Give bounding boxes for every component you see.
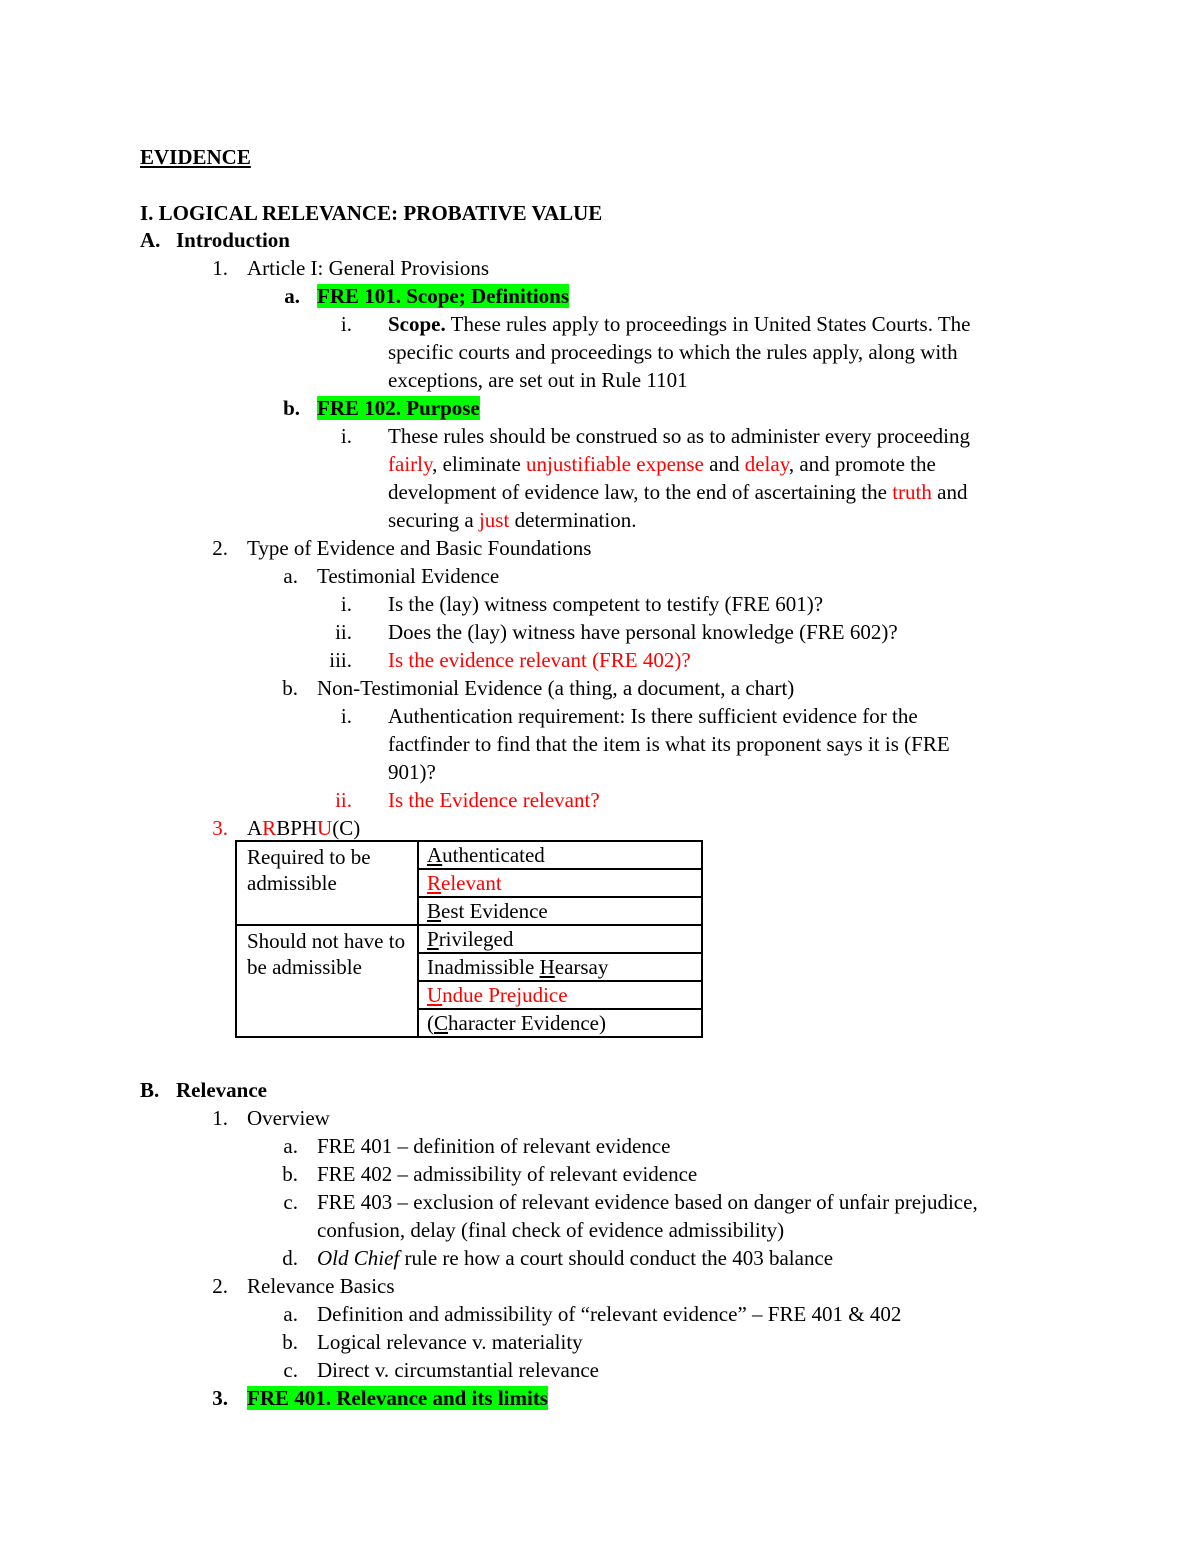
arbphuc-table [235,840,703,1038]
table-row [236,841,702,869]
subsection-b-label: B. [140,1078,160,1102]
list-number: 2. [212,1274,228,1298]
list-letter: b. [283,396,300,420]
list-item-text: Relevance Basics [247,1274,395,1298]
table-group-label: Should not have to be admissible [236,925,418,1037]
list-letter: a. [283,564,298,588]
table-cell: Privileged [418,925,702,953]
list-number: 2. [212,536,228,560]
list-item-text: securing a just determination. [388,508,637,532]
list-letter: c. [283,1190,298,1214]
list-letter: a. [283,1302,298,1326]
list-letter: d. [282,1246,298,1270]
subsection-a-label: A. [140,228,161,252]
list-letter: b. [282,676,298,700]
rule-heading-fre-102: FRE 102. Purpose [317,396,480,420]
document-title: EVIDENCE [140,145,251,169]
subsection-b-title: Relevance [176,1078,267,1102]
list-item-text: Is the (lay) witness competent to testify (FRE 601)? [388,592,824,616]
list-item-text: FRE 401 – definition of relevant evidence [317,1134,671,1158]
list-item-text: Is the Evidence relevant? [388,788,600,812]
list-item-text: Direct v. circumstantial relevance [317,1358,599,1382]
list-item-text: Old Chief rule re how a court should conduct the 403 balance [317,1246,834,1270]
list-item-text: Non-Testimonial Evidence (a thing, a document, a chart) [317,676,795,700]
list-item-text: fairly, eliminate unjustifiable expense and delay, and promote the [388,452,936,476]
list-item-text: FRE 403 – exclusion of relevant evidence based on danger of unfair prejudice, [317,1190,978,1214]
subsection-a-title: Introduction [176,228,290,252]
table-cell: Inadmissible Hearsay [418,953,702,981]
list-item-text: Is the evidence relevant (FRE 402)? [388,648,691,672]
list-roman: i. [340,424,352,448]
list-roman: ii. [335,788,352,812]
list-item-text: Authentication requirement: Is there sufficient evidence for the [388,704,918,728]
list-item-text: Logical relevance v. materiality [317,1330,583,1354]
acronym-arbphuc: ARBPHU(C) [247,816,361,840]
list-roman: i. [340,592,352,616]
list-item-text: Type of Evidence and Basic Foundations [247,536,592,560]
list-item-text: Does the (lay) witness have personal knowledge (FRE 602)? [388,620,898,644]
list-item-text: development of evidence law, to the end of ascertaining the truth and [388,480,968,504]
table-cell: Best Evidence [418,897,702,925]
table-cell: Undue Prejudice [418,981,702,1009]
list-number: 1. [212,1106,228,1130]
list-item-text: Article I: General Provisions [247,256,490,280]
list-item-text: FRE 402 – admissibility of relevant evidence [317,1162,698,1186]
list-letter: a. [283,1134,298,1158]
section-heading-i: I. LOGICAL RELEVANCE: PROBATIVE VALUE [140,201,603,225]
list-letter: b. [282,1330,298,1354]
list-item-text: specific courts and proceedings to which the rules apply, along with [388,340,958,364]
table-cell: (Character Evidence) [418,1009,702,1037]
list-item-text: factfinder to find that the item is what its proponent says it is (FRE [388,732,950,756]
list-number: 1. [212,256,228,280]
list-roman: i. [340,312,352,336]
list-item-text: These rules should be construed so as to administer every proceeding [388,424,971,448]
list-number: 3. [212,1386,228,1410]
list-letter: c. [283,1358,298,1382]
rule-heading-fre-401: FRE 401. Relevance and its limits [247,1386,548,1410]
table-cell: Relevant [418,869,702,897]
list-item-text: confusion, delay (final check of evidence admissibility) [317,1218,785,1242]
list-item-text: exceptions, are set out in Rule 1101 [388,368,688,392]
list-item-text: Scope. These rules apply to proceedings in United States Courts. The [388,312,971,336]
list-item-text: Overview [247,1106,330,1130]
list-item-text: Definition and admissibility of “relevant evidence” – FRE 401 & 402 [317,1302,902,1326]
list-roman: ii. [335,620,352,644]
list-letter: a. [284,284,300,308]
table-group-label: Required to be admissible [236,841,418,925]
list-roman: i. [340,704,352,728]
list-roman: iii. [329,648,352,672]
list-item-text: Testimonial Evidence [317,564,500,588]
table-row [236,925,702,953]
rule-heading-fre-101: FRE 101. Scope; Definitions [317,284,569,308]
list-number: 3. [212,816,228,840]
list-item-text: 901)? [388,760,436,784]
list-letter: b. [282,1162,298,1186]
table-cell: Authenticated [418,841,702,869]
